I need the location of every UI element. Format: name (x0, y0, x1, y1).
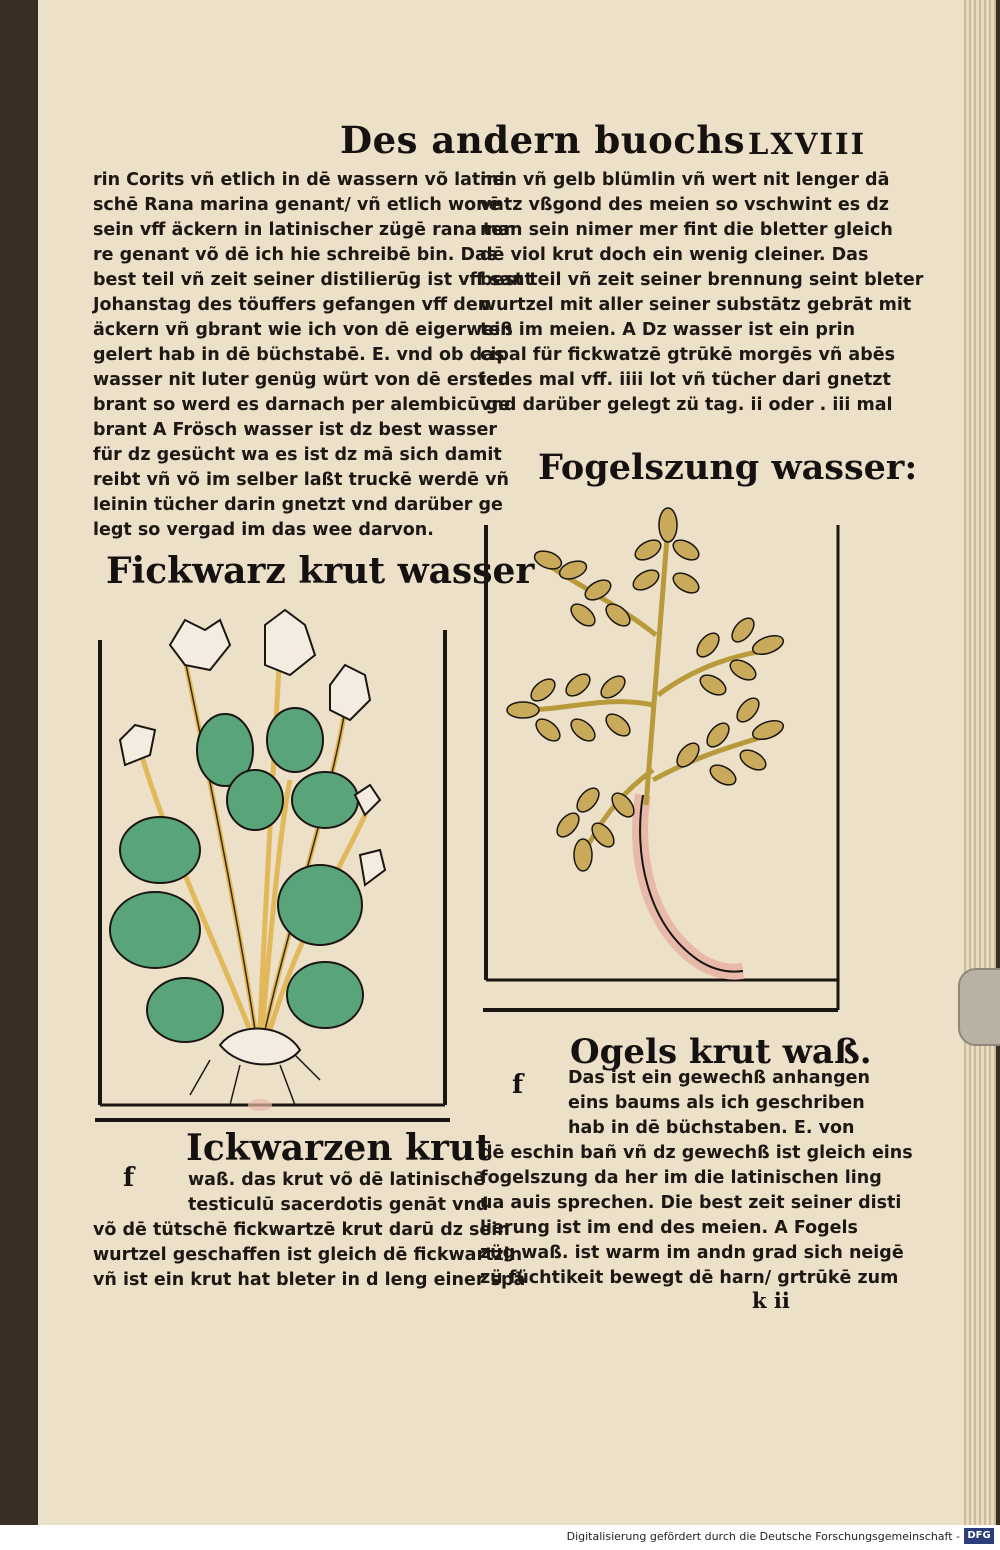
text-line: zü füchtikeit bewegt dē harn/ grtrūkē zum (480, 1268, 899, 1288)
text-line: legt so vergad im das wee darvon. (93, 520, 434, 540)
left-column-text (93, 168, 533, 543)
woodcut-fogelszung-plant (478, 495, 843, 1015)
right-column-text (480, 168, 924, 418)
drop-cap-ickwarzen: f (123, 1163, 135, 1193)
text-line: dē viol krut doch ein wenig cleiner. Das (480, 245, 869, 265)
text-line: wurtzel geschaffen ist gleich dē fickwartzin (93, 1245, 523, 1265)
text-line: äckern vñ gbrant wie ich von dē eigerweiß (93, 320, 513, 340)
heading-ogels: Ogels krut waß. (570, 1032, 872, 1072)
text-line: waß. das krut võ dē latinischē (188, 1170, 486, 1190)
text-line: gelert hab in dē büchstabē. E. vnd ob das (93, 345, 505, 365)
folio-number: LXVIII (748, 127, 867, 161)
ickwarzen-indented-text (188, 1168, 488, 1218)
dfg-logo[interactable]: DFG (964, 1528, 994, 1544)
text-line: brant A Frösch wasser ist dz best wasser (93, 420, 498, 440)
ogels-body-text (480, 1141, 913, 1291)
heading-fickwarz: Fickwarz krut wasser (106, 550, 535, 592)
text-line: reibt vñ võ im selber laßt truckē werdē vñ (93, 470, 509, 490)
page-edge (964, 0, 996, 1525)
text-line: man sein nimer mer fint die bletter gleich (480, 220, 893, 240)
text-line: wasser nit luter genüg würt von dē ersten (93, 370, 511, 390)
text-line: re genant võ dē ich hie schreibē bin. Das (93, 245, 498, 265)
text-line: ten im meien. A Dz wasser ist ein prin (480, 320, 856, 340)
text-line: best teil vñ zeit seiner distilierūg ist vff sant (93, 270, 533, 290)
text-line: nen vñ gelb blümlin vñ wert nit lenger dā (480, 170, 890, 190)
text-line: iedes mal vff. iiii lot vñ tücher dari gnetzt (480, 370, 891, 390)
text-line: best teil vñ zeit seiner brennung seint bleter (480, 270, 924, 290)
running-head: Des andern buochs (340, 118, 746, 162)
signature-mark: k ii (752, 1288, 790, 1313)
drop-cap-ogels: f (512, 1070, 524, 1100)
text-line: vñ ist ein krut hat bleter in d leng einer spā (93, 1270, 526, 1290)
text-line: võ dē tütschē fickwartzē krut darū dz sein (93, 1220, 510, 1240)
text-line: Das ist ein gewechß anhangen (568, 1068, 870, 1088)
ickwarzen-body-text (93, 1218, 525, 1293)
text-line: wurtzel mit aller seiner substātz gebrāt mit (480, 295, 912, 315)
text-line: sein vff äckern in latinischer zügē rana ter (93, 220, 512, 240)
page-clip (958, 968, 1000, 1046)
text-line: Johanstag des töuffers gefangen vff den (93, 295, 491, 315)
footer-bar (0, 1525, 1000, 1550)
text-line: leinin tücher darin gnetzt vnd darüber ge (93, 495, 503, 515)
text-line: für dz gesücht wa es ist dz mā sich damit (93, 445, 502, 465)
text-line: ua auis sprechen. Die best zeit seiner disti (480, 1193, 902, 1213)
text-line: züg waß. ist warm im andn grad sich neigē (480, 1243, 904, 1263)
text-line: cipal für fickwatzē gtrūkē morgēs vñ abēs (480, 345, 896, 365)
footer-credit: Digitalisierung gefördert durch die Deutsche Forschungsgemeinschaft - (566, 1530, 960, 1543)
text-line: testiculū sacerdotis genāt vnd (188, 1195, 489, 1215)
text-line: rin Corits vñ etlich in dē wassern võ latini (93, 170, 505, 190)
woodcut-fickwarz-plant (90, 600, 455, 1125)
heading-ickwarzen: Ickwarzen krut (186, 1127, 492, 1169)
text-line: vntz vßgond des meien so vschwint es dz (480, 195, 889, 215)
text-line: hab in dē büchstaben. E. von (568, 1118, 855, 1138)
heading-fogelszung: Fogelszung wasser: (538, 447, 918, 488)
ogels-indented-text (568, 1066, 870, 1141)
text-line: brant so werd es darnach per alembicū ge (93, 395, 511, 415)
text-line: dē eschin bañ vñ dz gewechß ist gleich eins (480, 1143, 913, 1163)
text-line: schē Rana marina genant/ vñ etlich wonē (93, 195, 501, 215)
text-line: fogelszung da her im die latinischen ling (480, 1168, 882, 1188)
text-line: eins baums als ich geschriben (568, 1093, 865, 1113)
text-line: lierung ist im end des meien. A Fogels (480, 1218, 858, 1238)
text-line: vnd darüber gelegt zü tag. ii oder . iii mal (480, 395, 893, 415)
